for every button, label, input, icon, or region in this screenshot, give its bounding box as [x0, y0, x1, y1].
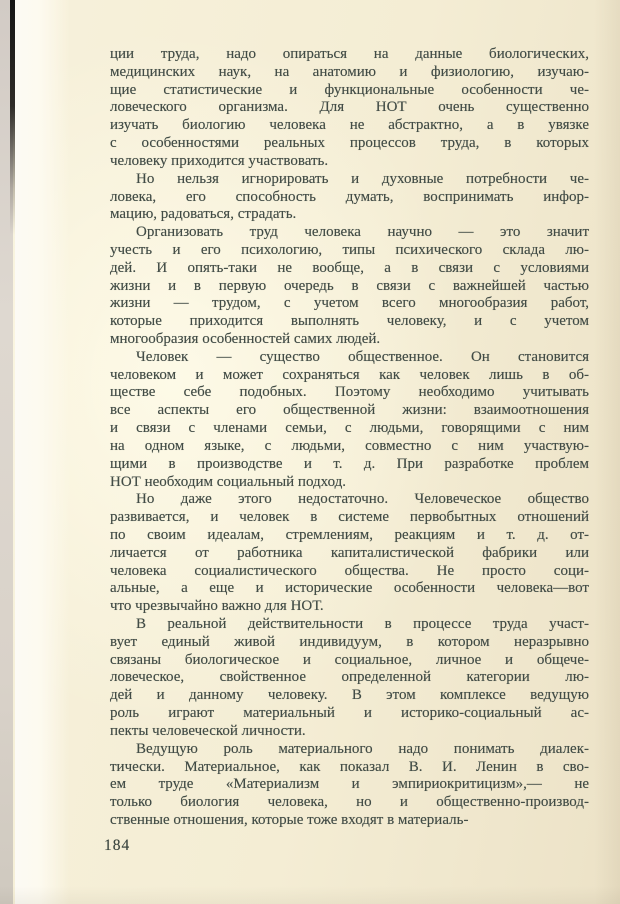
text-line: альные, а еще и исторические особенности человека—вот [110, 580, 589, 597]
page-number: 184 [104, 837, 131, 854]
text-line: щие статистические и функциональные особенности че- [110, 81, 589, 98]
text-line: все аспекты его общественной жизни: взаимоотношения [110, 402, 589, 419]
text-line: человеком и может сохраняться как человек лишь в об- [110, 366, 589, 383]
text-line: ции труда, надо опираться на данные биологических, [110, 46, 589, 62]
text-line: человека социалистического общества. Не просто соци- [110, 562, 589, 579]
text-line: личается от работника капиталистической фабрики или [110, 544, 589, 561]
text-line: жизни — трудом, с учетом всего многообразия работ, [110, 295, 589, 312]
text-line: что чрезвычайно важно для НОТ. [110, 598, 324, 615]
text-line: и связи с членами семьи, с людьми, говорящими с ним [110, 420, 589, 437]
text-line: В реальной действительности в процессе труда участ- [136, 616, 589, 632]
text-line: ловеческого организма. Для НОТ очень существенно [110, 99, 589, 116]
text-line: Организовать труд человека научно — это значит [136, 224, 589, 241]
text-line: Но нельзя игнорировать и духовные потребности че- [136, 170, 589, 187]
text-line: мацию, радоваться, страдать. [110, 206, 297, 223]
right-edge-vignette [594, 0, 620, 904]
text-line: ловека, его способность думать, воспринимать инфор- [110, 188, 589, 205]
text-line: тически. Материальное, как показал В. И. Ленин в сво- [110, 758, 589, 775]
text-line: роль играют материальный и историко-социальный ас- [110, 705, 589, 722]
text-line: Но даже этого недостаточно. Человеческое общество [136, 491, 589, 508]
text-line: многообразия особенностей самих людей. [110, 331, 381, 347]
text-line: человеку приходится участвовать. [110, 152, 329, 169]
text-line: ществе себе подобных. Поэтому необходимо учитывать [110, 384, 589, 401]
text-line: дей. И опять-таки не вообще, а в связи с условиями [110, 259, 589, 276]
bottom-edge-vignette [0, 886, 620, 904]
text-line: по своим идеалам, стремлениям, реакциям и т. д. от- [110, 526, 589, 543]
text-line: изучать биологию человека не абстрактно, а в увязке [110, 117, 589, 134]
text-line: с особенностями реальных процессов труда, в которых [110, 135, 589, 152]
text-line: щими в производстве и т. д. При разработке проблем [110, 455, 589, 472]
text-line: на одном языке, с людьми, совместно с ним участвую- [110, 437, 589, 454]
text-line: ем труде «Материализм и эмпириокритицизм»,— не [110, 776, 589, 793]
text-line: которые приходится выполнять человеку, и с учетом [110, 313, 589, 330]
text-line: жизни и в первую очередь в связи с важнейшей частью [110, 277, 589, 294]
text-line: ственные отношения, которые тоже входят в материаль- [110, 811, 469, 828]
text-line: НОТ необходим социальный подход. [110, 473, 347, 490]
text-line: медицинских наук, на анатомию и физиологию, изучаю- [110, 63, 589, 80]
text-line: дей и данному человеку. В этом комплексе ведущую [110, 687, 589, 704]
text-line: Человек — существо общественное. Он становится [136, 348, 589, 365]
page-text [110, 46, 589, 830]
text-line: пекты человеческой личности. [110, 722, 306, 739]
text-line: только биология человека, но и общественно-производ- [110, 794, 589, 811]
text-line: Ведущую роль материального надо понимать диалек- [136, 740, 589, 757]
page-gutter-highlight [15, 0, 70, 904]
text-line: вует единый живой индивидуум, в котором неразрывно [110, 633, 589, 650]
text-line: развивается, и человек в системе первобытных отношений [110, 509, 589, 526]
text-line: ловеческое, свойственное определенной категории лю- [110, 669, 589, 686]
text-line: учесть и его психологию, типы психического склада лю- [110, 241, 589, 258]
text-line: связаны биологическое и социальное, личное и общече- [110, 651, 589, 668]
